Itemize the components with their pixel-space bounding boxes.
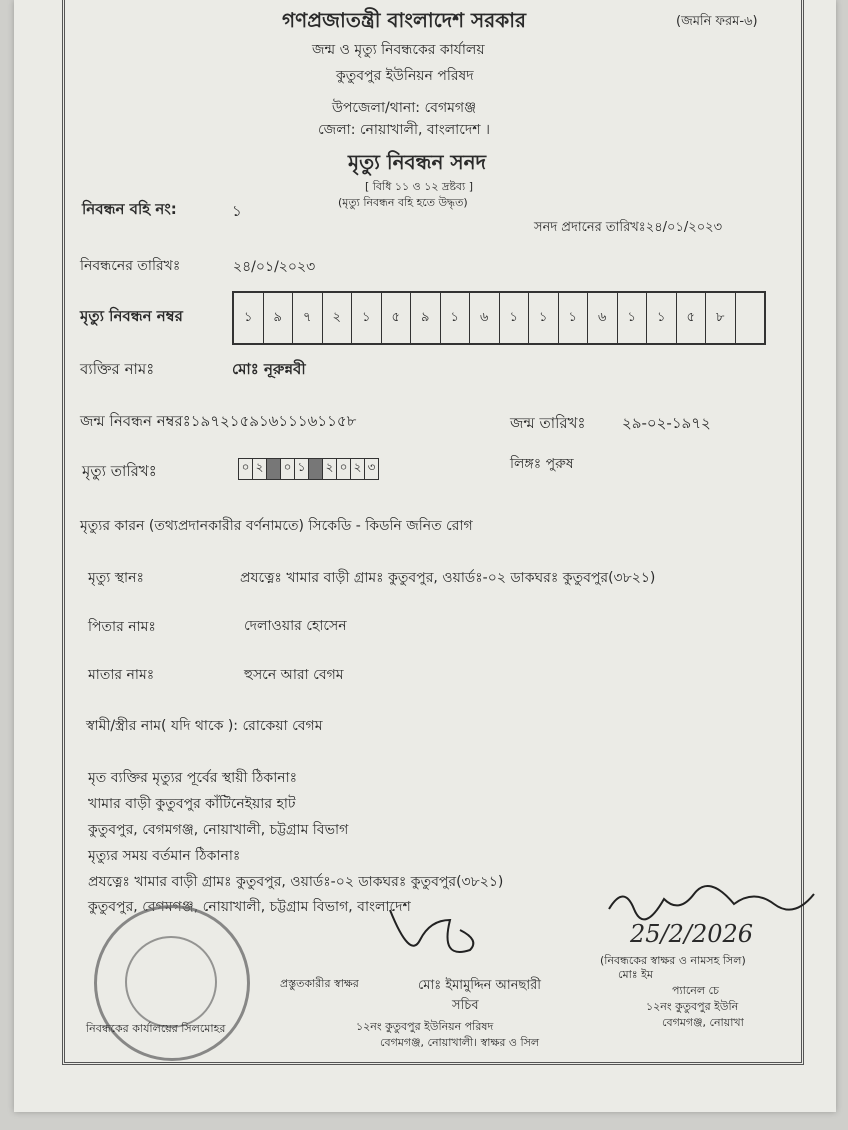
secretary-name: মোঃ ইমামুদ্দিন আনছারী: [418, 978, 541, 993]
form-label: (জমনি ফরম-৬): [676, 14, 758, 29]
reg-digit: ৯: [411, 293, 441, 343]
death-cause: মৃত্যুর কারন (তথ্যপ্রদানকারীর বর্ণনামতে) সিকেডি - কিডনি জনিত রোগ: [80, 518, 473, 534]
mother-label: মাতার নামঃ: [88, 667, 155, 683]
issue-date: সনদ প্রদানের তারিখঃ২৪/০১/২০২৩: [534, 220, 723, 235]
birth-reg-no: জন্ম নিবন্ধন নম্বরঃ১৯৭২১৫৯১৬১১১৬১১৫৮: [80, 412, 357, 430]
date-separator: [309, 459, 323, 479]
panel-place: বেগমগঞ্জ, নোয়াখা: [662, 1016, 744, 1029]
registration-date-label: নিবন্ধনের তারিখঃ: [80, 258, 181, 274]
register-book-value: ১: [232, 202, 242, 220]
union-name: কুতুবপুর ইউনিয়ন পরিষদ: [336, 68, 474, 84]
date-digit: ২: [351, 459, 365, 479]
date-digit: ২: [253, 459, 267, 479]
reg-digit: ৬: [470, 293, 500, 343]
date-digit: ১: [295, 459, 309, 479]
rule-reference: [ বিধি ১১ ও ১২ দ্রষ্টব্য ]: [365, 180, 474, 193]
handwritten-date: 25/2/2026: [630, 920, 754, 948]
extract-note: (মৃত্যু নিবন্ধন বহি হতে উদ্ধৃত): [338, 196, 468, 209]
reg-digit: ৫: [677, 293, 707, 343]
present-address-line2: কুতুবপুর, বেগমগঞ্জ, নোয়াখালী, চট্টগ্রাম বিভাগ, বাংলাদেশ: [88, 899, 411, 915]
government-title: গণপ্রজাতন্ত্রী বাংলাদেশ সরকার: [282, 8, 526, 32]
registrar-signature: [604, 884, 824, 924]
registrar-signature-label: (নিবন্ধকের স্বাক্ষর ও নামসহ সিল): [600, 954, 746, 967]
panel-union: ১২নং কুতুবপুর ইউনি: [646, 1000, 739, 1013]
reg-digit: [736, 293, 765, 343]
reg-digit: ১: [234, 293, 264, 343]
date-digit: ০: [239, 459, 253, 479]
date-digit: ০: [281, 459, 295, 479]
secretary-title: সচিব: [452, 998, 479, 1013]
upazila-line: উপজেলা/থানা: বেগমগঞ্জ: [332, 100, 477, 116]
register-book-label: নিবন্ধন বহি নং:: [82, 200, 177, 218]
preparer-signature-label: প্রস্তুতকারীর স্বাক্ষর: [280, 977, 359, 990]
reg-digit: ৯: [264, 293, 294, 343]
spouse: স্বামী/স্ত্রীর নাম( যদি থাকে ): রোকেয়া বেগম: [86, 718, 323, 734]
reg-digit: ১: [559, 293, 589, 343]
secretary-signature: [380, 900, 490, 980]
birth-date-label: জন্ম তারিখঃ: [510, 414, 586, 432]
death-reg-no-boxes: [232, 291, 766, 345]
person-name-value: মোঃ নূরুন্নবী: [232, 360, 306, 378]
date-digit: ০: [337, 459, 351, 479]
death-reg-no-label: মৃত্যু নিবন্ধন নম্বর: [80, 307, 183, 325]
secretary-union: ১২নং কুতুবপুর ইউনিয়ন পরিষদ: [356, 1020, 494, 1033]
gender: লিঙ্গঃ পুরুষ: [510, 456, 574, 472]
registrar-office-seal-label: নিবন্ধকের কার্যালয়ের সিলমোহর: [86, 1022, 226, 1035]
present-address-line1: প্রযত্নেঃ খামার বাড়ী গ্রামঃ কুতুবপুর, ওয়ার্ডঃ-০২ ডাকঘরঃ কুতুবপুর(৩৮২১): [88, 874, 504, 890]
reg-digit: ৫: [382, 293, 412, 343]
father-value: দেলাওয়ার হোসেন: [244, 618, 347, 634]
death-place-label: মৃত্যু স্থানঃ: [88, 570, 144, 586]
birth-date-value: ২৯-০২-১৯৭২: [622, 414, 711, 432]
mother-value: হুসনে আরা বেগম: [244, 667, 344, 683]
death-place-value: প্রযত্নেঃ খামার বাড়ী গ্রামঃ কুতুবপুর, ওয়ার্ডঃ-০২ ডাকঘরঃ কুতুবপুর(৩৮২১): [240, 570, 656, 586]
registrar-name: মোঃ ইম: [618, 968, 653, 981]
secretary-seal-text: বেগমগঞ্জ, নোয়াখালী। স্বাক্ষর ও সিল: [380, 1036, 540, 1049]
reg-digit: ৮: [706, 293, 736, 343]
reg-digit: ২: [323, 293, 353, 343]
reg-digit: ১: [352, 293, 382, 343]
present-address-label: মৃত্যুর সময় বর্তমান ঠিকানাঃ: [88, 848, 241, 864]
person-name-label: ব্যক্তির নামঃ: [80, 360, 155, 378]
date-digit: ৩: [367, 460, 376, 474]
reg-digit: ১: [647, 293, 677, 343]
certificate-title: মৃত্যু নিবন্ধন সনদ: [348, 150, 487, 174]
registration-date-value: ২৪/০১/২০২৩: [233, 259, 316, 275]
reg-digit: ১: [441, 293, 471, 343]
office-name: জন্ম ও মৃত্যু নিবন্ধকের কার্যালয়: [312, 42, 485, 58]
father-label: পিতার নামঃ: [88, 619, 156, 635]
reg-digit: ১: [618, 293, 648, 343]
reg-digit: ৭: [293, 293, 323, 343]
permanent-address-line2: কুতুবপুর, বেগমগঞ্জ, নোয়াখালী, চট্টগ্রাম বিভাগ: [88, 822, 349, 838]
permanent-address-label: মৃত ব্যক্তির মৃত্যুর পূর্বের স্থায়ী ঠিকানাঃ: [88, 770, 298, 786]
district-line: জেলা: নোয়াখালী, বাংলাদেশ ।: [318, 122, 490, 138]
death-date-boxes: [238, 458, 379, 480]
date-digit: ২: [323, 459, 337, 479]
panel-chairman: প্যানেল চে: [672, 984, 719, 997]
death-date-label: মৃত্যু তারিখঃ: [82, 462, 157, 480]
date-separator: [267, 459, 281, 479]
reg-digit: ১: [500, 293, 530, 343]
reg-digit: ৬: [588, 293, 618, 343]
permanent-address-line1: খামার বাড়ী কুতুবপুর কাঁটিনেইয়ার হাট: [88, 796, 296, 812]
reg-digit: ১: [529, 293, 559, 343]
